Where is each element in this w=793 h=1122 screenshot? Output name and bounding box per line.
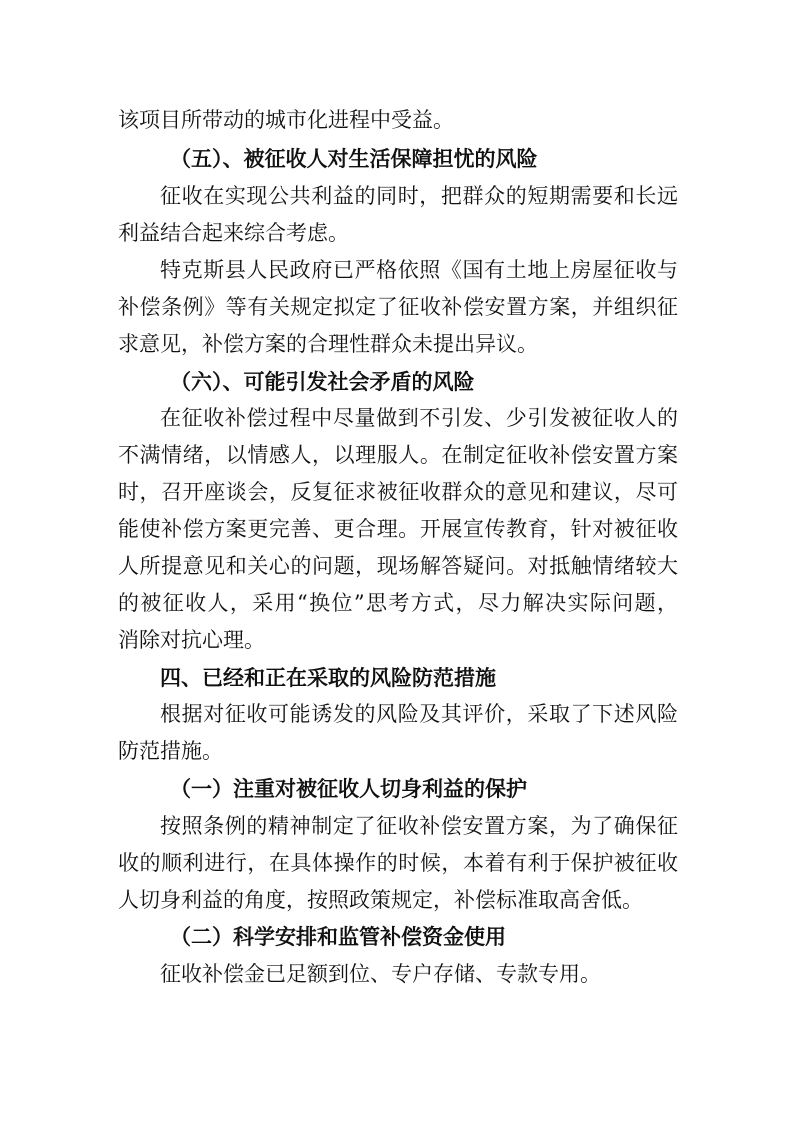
paragraph-line: 利益结合起来综合考虑。: [118, 221, 349, 245]
section-heading-2: （二）科学安排和监管补偿资金使用: [170, 925, 506, 949]
paragraph-line: 征收在实现公共利益的同时，把群众的短期需要和长远: [160, 184, 678, 208]
paragraph-line: 根据对征收可能诱发的风险及其评价，采取了下述风险: [160, 702, 678, 726]
paragraph-line: 的被征收人，采用“换位”思考方式，尽力解决实际问题，: [118, 591, 678, 615]
paragraph-line: 补偿条例》等有关规定拟定了征收补偿安置方案，并组织征: [118, 295, 678, 319]
section-heading-6: （六）、可能引发社会矛盾的风险: [170, 370, 475, 394]
paragraph-line: 人所提意见和关心的问题，现场解答疑问。对抵触情绪较大: [118, 554, 678, 578]
paragraph-line: 消除对抗心理。: [118, 628, 265, 652]
paragraph-line: 防范措施。: [118, 739, 223, 763]
section-heading-5: （五）、被征收人对生活保障担忧的风险: [170, 147, 538, 171]
paragraph-line: 在征收补偿过程中尽量做到不引发、少引发被征收人的: [160, 406, 678, 430]
paragraph-line: 收的顺利进行，在具体操作的时候，本着有利于保护被征收: [118, 851, 678, 875]
paragraph-line: 按照条例的精神制定了征收补偿安置方案，为了确保征: [160, 814, 678, 838]
paragraph-line: 特克斯县人民政府已严格依照《国有土地上房屋征收与: [160, 258, 678, 282]
paragraph-line: 能使补偿方案更完善、更合理。开展宣传教育，针对被征收: [118, 517, 678, 541]
paragraph-line: 人切身利益的角度，按照政策规定，补偿标准取高舍低。: [118, 888, 643, 912]
paragraph-line: 征收补偿金已足额到位、专户存储、专款专用。: [160, 962, 601, 986]
paragraph-line: 不满情绪，以情感人，以理服人。在制定征收补偿安置方案: [118, 443, 678, 467]
chapter-heading-4: 四、已经和正在采取的风险防范措施: [160, 666, 496, 690]
paragraph-line: 求意见，补偿方案的合理性群众未提出异议。: [118, 332, 538, 356]
paragraph-line: 该项目所带动的城市化进程中受益。: [118, 108, 454, 132]
section-heading-1: （一）注重对被征收人切身利益的保护: [170, 777, 527, 801]
paragraph-line: 时，召开座谈会，反复征求被征收群众的意见和建议，尽可: [118, 480, 678, 504]
